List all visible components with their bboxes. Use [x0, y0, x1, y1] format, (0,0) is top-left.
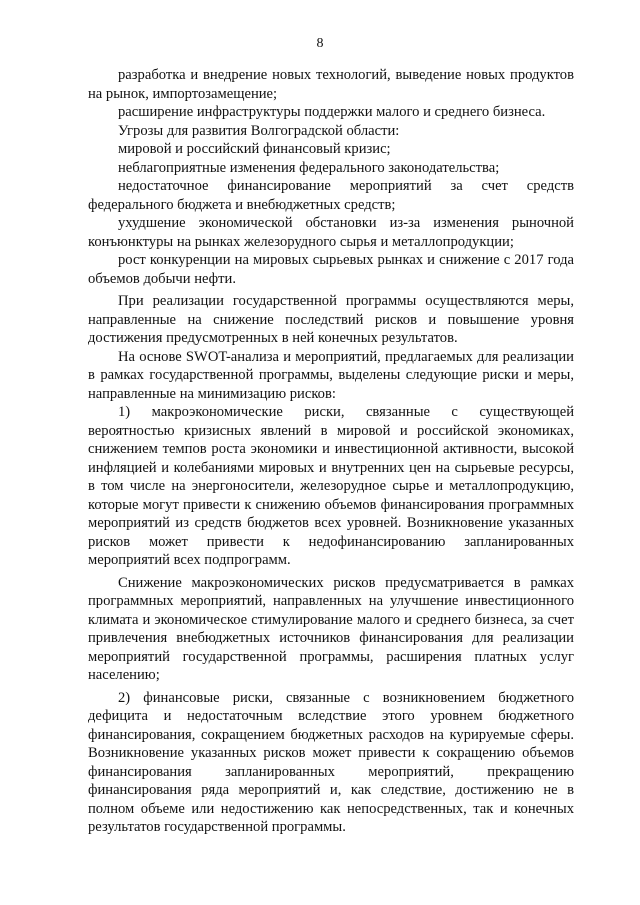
paragraph: разработка и внедрение новых технологий, выведение новых продуктов на рынок, импортозамещение;: [88, 67, 574, 102]
paragraph: мировой и российский финансовый кризис;: [118, 141, 391, 157]
paragraph: Снижение макроэкономических рисков предусматривается в рамках программных мероприятий, направленных на улучшение инвестиционного климата и экономическое стимулирование малого и среднего бизнеса, за счет привлечения внебюджетных источников финансирования для реализации мероприятий государственной программы, расширения платных услуг населению;: [88, 574, 574, 683]
paragraph: Угрозы для развития Волгоградской области:: [118, 122, 400, 139]
paragraph: 2) финансовые риски, связанные с возникновением бюджетного дефицита и недостаточным вследствие этого уровнем бюджетного финансирования, сокращением бюджетных расходов на курируемые сферы. Возникновение указанных рисков может привести к сокращению объемов финансирования запланированных мероприятий, прекращению финансирования ряда мероприятий и, как следствие, достижению не в полном объеме или недостижению как непосредственных, так и конечных результатов государственной программы.: [88, 689, 574, 835]
paragraph: На основе SWOT-анализа и мероприятий, предлагаемых для реализации в рамках государственной программы, выделены следующие риски и меры, направленные на минимизацию рисков:: [88, 348, 574, 402]
paragraph: недостаточное финансирование мероприятий за счет средств федерального бюджета и внебюджетных средств;: [88, 178, 574, 213]
paragraph: ухудшение экономической обстановки из-за изменения рыночной конъюнктуры на рынках железорудного сырья и металлопродукции;: [88, 215, 574, 250]
paragraph: При реализации государственной программы осуществляются меры, направленные на снижение последствий рисков и повышение уровня достижения предусмотренных в ней конечных результатов.: [88, 293, 574, 346]
paragraph: расширение инфраструктуры поддержки малого и среднего бизнеса.: [118, 104, 546, 120]
paragraph: рост конкуренции на мировых сырьевых рынках и снижение с 2017 года объемов добычи нефти.: [88, 252, 574, 287]
page-number: 8: [316, 36, 324, 51]
body-text: [88, 66, 574, 837]
paragraph: неблагоприятные изменения федерального законодательства;: [118, 159, 500, 176]
paragraph: 1) макроэкономические риски, связанные с существующей вероятностью кризисных явлений в мировой и российской экономиках, снижением темпов роста экономики и инвестиционной активности, высокой инфляцией и колебаниями мировых и внутренних цен на сырьевые ресурсы, в том числе на энергоносители, железорудное сырье и металлопродукцию, которые могут привести к снижению объемов финансирования программных мероприятий из средств бюджетов всех уровней. Возникновение указанных рисков может привести к недофинансированию запланированных мероприятий всех подпрограмм.: [88, 404, 574, 568]
